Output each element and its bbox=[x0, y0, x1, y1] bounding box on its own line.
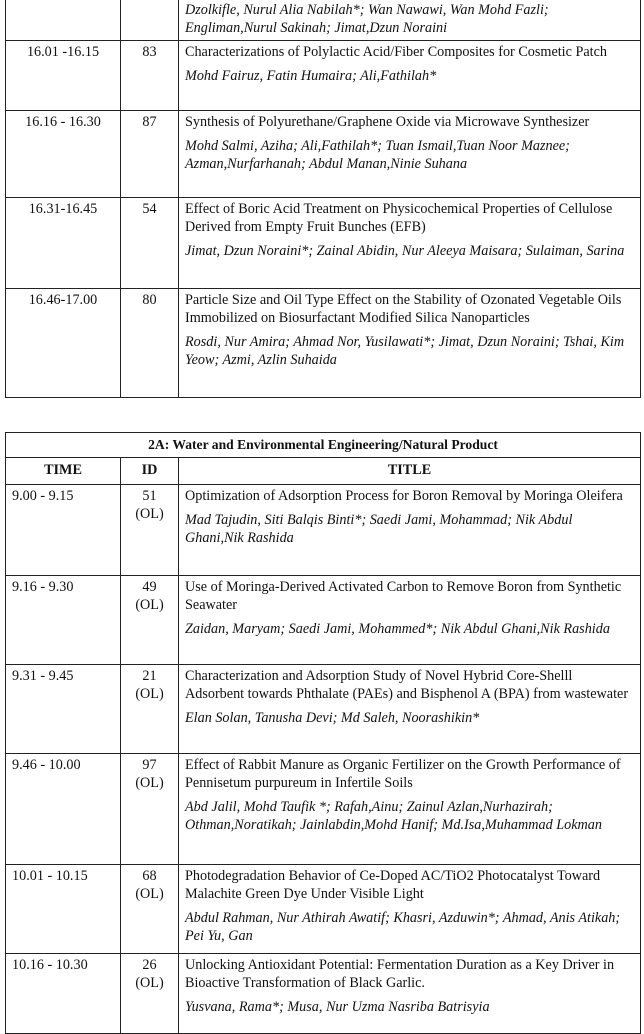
paper-authors: Yusvana, Rama*; Musa, Nur Uzma Nasriba Batrisyia bbox=[185, 999, 490, 1015]
paper-title: Unlocking Antioxidant Potential: Fermentation Duration as a Key Driver in Bioactive Transformation of Black Garlic. bbox=[185, 957, 615, 991]
header-id: ID bbox=[121, 458, 179, 485]
paper-title: Characterization and Adsorption Study of Novel Hybrid Core-Shelll Adsorbent towards Phthalate (PAEs) and Bisphenol A (BPA) from wastewater bbox=[185, 668, 629, 702]
time-cell bbox=[6, 0, 121, 41]
paper-authors: Mohd Salmi, Aziha; Ali,Fathilah*; Tuan Ismail,Tuan Noor Maznee; Azman,Nurfarhanah; Abdul Manan,Ninie Suhana bbox=[185, 138, 570, 172]
time-cell: 16.31-16.45 bbox=[6, 198, 121, 289]
paper-id: 26 bbox=[142, 957, 157, 973]
id-cell: 80 bbox=[121, 289, 179, 398]
table-row bbox=[6, 754, 641, 865]
table-row bbox=[6, 665, 641, 754]
presentation-mode: (OL) bbox=[135, 506, 164, 522]
header-title: TITLE bbox=[179, 458, 641, 485]
title-cell bbox=[179, 865, 641, 954]
paper-authors: Elan Solan, Tanusha Devi; Md Saleh, Noorashikin* bbox=[185, 710, 480, 726]
paper-id: 68 bbox=[142, 868, 157, 884]
paper-authors: Mad Tajudin, Siti Balqis Binti*; Saedi Jami, Mohammad; Nik Abdul Ghani,Nik Rashida bbox=[185, 512, 573, 546]
time-cell: 10.16 - 10.30 bbox=[6, 954, 121, 1034]
id-cell bbox=[121, 576, 179, 665]
id-cell bbox=[121, 0, 179, 41]
session-table-continued bbox=[5, 0, 641, 398]
paper-title: Photodegradation Behavior of Ce-Doped AC/TiO2 Photocatalyst Toward Malachite Green Dye Under Visible Light bbox=[185, 868, 601, 902]
id-cell bbox=[121, 754, 179, 865]
id-cell: 54 bbox=[121, 198, 179, 289]
time-cell: 9.31 - 9.45 bbox=[6, 665, 121, 754]
table-row bbox=[6, 485, 641, 576]
time-cell: 16.16 - 16.30 bbox=[6, 111, 121, 198]
paper-authors: Abd Jalil, Mohd Taufik *; Rafah,Ainu; Zainul Azlan,Nurhazirah; Othman,Noratikah; Jainlabdin,Mohd Hanif; Md.Isa,Muhammad Lokman bbox=[185, 799, 602, 833]
paper-authors: Mohd Fairuz, Fatin Humaira; Ali,Fathilah* bbox=[185, 68, 437, 84]
time-cell: 9.16 - 9.30 bbox=[6, 576, 121, 665]
paper-title: Effect of Boric Acid Treatment on Physicochemical Properties of Cellulose Derived from Empty Fruit Bunches (EFB) bbox=[185, 201, 613, 235]
time-cell: 9.00 - 9.15 bbox=[6, 485, 121, 576]
presentation-mode: (OL) bbox=[135, 886, 164, 902]
session-table-2a bbox=[5, 432, 641, 1034]
title-cell bbox=[179, 111, 641, 198]
presentation-mode: (OL) bbox=[135, 686, 164, 702]
table-row bbox=[6, 41, 641, 111]
table-row bbox=[6, 111, 641, 198]
paper-title: Synthesis of Polyurethane/Graphene Oxide via Microwave Synthesizer bbox=[185, 114, 590, 130]
paper-authors: Dzolkifle, Nurul Alia Nabilah*; Wan Nawawi, Wan Mohd Fazli; Engliman,Nurul Sakinah; Jimat,Dzun Noraini bbox=[185, 2, 549, 36]
title-cell bbox=[179, 485, 641, 576]
paper-title: Particle Size and Oil Type Effect on the Stability of Ozonated Vegetable Oils Immobilized on Biosurfactant Modified Silica Nanoparticles bbox=[185, 292, 622, 326]
id-cell bbox=[121, 485, 179, 576]
presentation-mode: (OL) bbox=[135, 775, 164, 791]
presentation-mode: (OL) bbox=[135, 597, 164, 613]
paper-title: Characterizations of Polylactic Acid/Fiber Composites for Cosmetic Patch bbox=[185, 44, 607, 60]
table-row bbox=[6, 954, 641, 1034]
title-cell bbox=[179, 954, 641, 1034]
time-cell: 16.01 -16.15 bbox=[6, 41, 121, 111]
paper-title: Effect of Rabbit Manure as Organic Fertilizer on the Growth Performance of Pennisetum purpureum in Infertile Soils bbox=[185, 757, 621, 791]
id-cell bbox=[121, 954, 179, 1034]
section-title: 2A: Water and Environmental Engineering/Natural Product bbox=[6, 433, 641, 458]
paper-title: Optimization of Adsorption Process for Boron Removal by Moringa Oleifera bbox=[185, 488, 623, 504]
table-row bbox=[6, 865, 641, 954]
table-row bbox=[6, 0, 641, 41]
id-cell: 87 bbox=[121, 111, 179, 198]
paper-authors: Zaidan, Maryam; Saedi Jami, Mohammed*; Nik Abdul Ghani,Nik Rashida bbox=[185, 621, 610, 637]
paper-id: 97 bbox=[142, 757, 157, 773]
paper-id: 51 bbox=[142, 488, 157, 504]
presentation-mode: (OL) bbox=[135, 975, 164, 991]
paper-title: Use of Moringa-Derived Activated Carbon to Remove Boron from Synthetic Seawater bbox=[185, 579, 622, 613]
table-row bbox=[6, 198, 641, 289]
paper-authors: Rosdi, Nur Amira; Ahmad Nor, Yusilawati*; Jimat, Dzun Noraini; Tshai, Kim Yeow; Azmi, Azlin Suhaida bbox=[185, 334, 625, 368]
paper-id: 49 bbox=[142, 579, 157, 595]
title-cell bbox=[179, 289, 641, 398]
title-cell bbox=[179, 41, 641, 111]
title-cell bbox=[179, 665, 641, 754]
title-cell bbox=[179, 198, 641, 289]
paper-authors: Abdul Rahman, Nur Athirah Awatif; Khasri, Azduwin*; Ahmad, Anis Atikah; Pei Yu, Gan bbox=[185, 910, 621, 944]
table-row bbox=[6, 576, 641, 665]
table-row bbox=[6, 289, 641, 398]
title-cell bbox=[179, 0, 641, 41]
id-cell bbox=[121, 865, 179, 954]
id-cell: 83 bbox=[121, 41, 179, 111]
time-cell: 16.46-17.00 bbox=[6, 289, 121, 398]
paper-authors: Jimat, Dzun Noraini*; Zainal Abidin, Nur Aleeya Maisara; Sulaiman, Sarina bbox=[185, 243, 625, 259]
time-cell: 10.01 - 10.15 bbox=[6, 865, 121, 954]
id-cell bbox=[121, 665, 179, 754]
title-cell bbox=[179, 754, 641, 865]
title-cell bbox=[179, 576, 641, 665]
paper-id: 21 bbox=[142, 668, 157, 684]
header-time: TIME bbox=[6, 458, 121, 485]
time-cell: 9.46 - 10.00 bbox=[6, 754, 121, 865]
